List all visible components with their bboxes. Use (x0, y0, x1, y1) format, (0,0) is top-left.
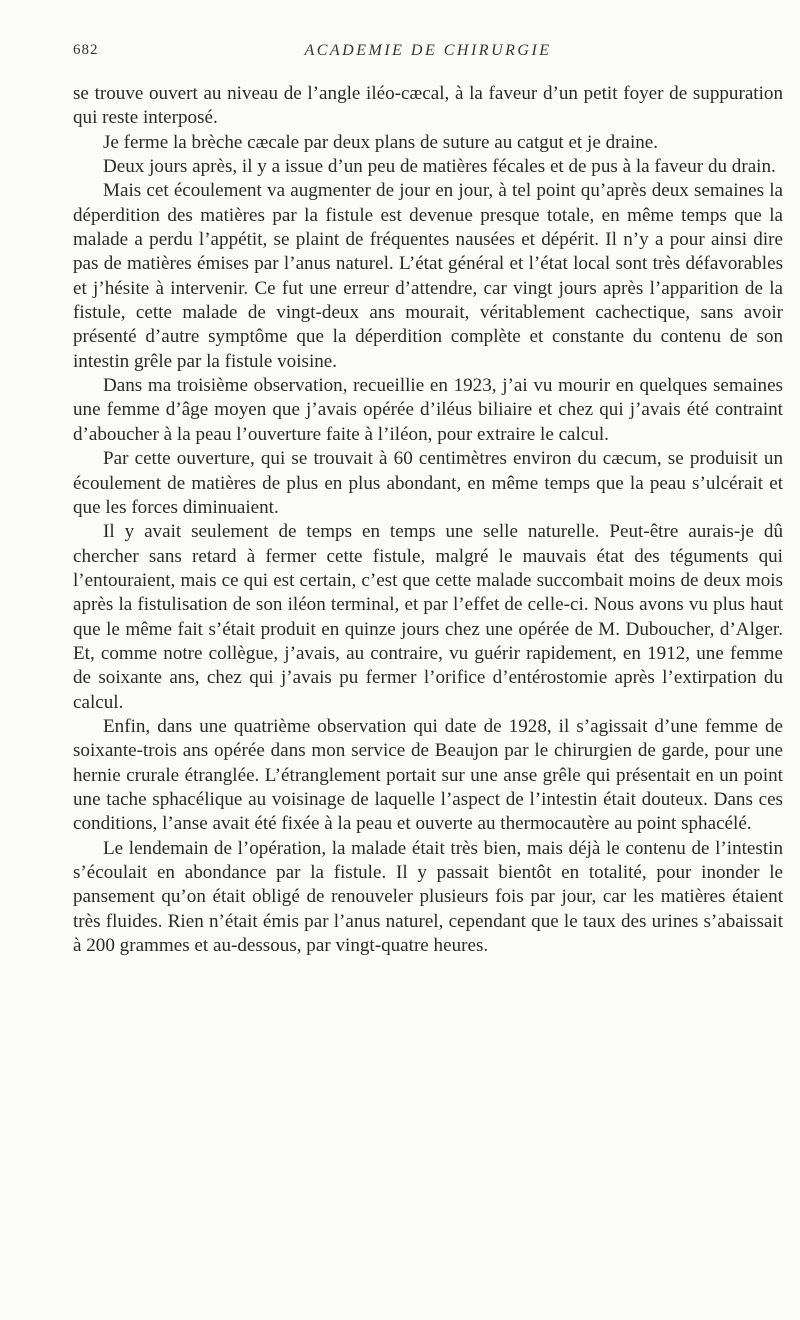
paragraph: Deux jours après, il y a issue d’un peu de matières fécales et de pus à la faveur du drain. (103, 156, 776, 178)
page-header (73, 38, 783, 68)
paragraph: Enfin, dans une quatrième observation qui date de 1928, il s’agissait d’une femme de soixante-trois ans opérée dans mon service de Beaujon par le chirurgien de garde, pour une hernie crurale étranglée. L’étranglement portait sur une anse grêle qui présentait en un point une tache sphacélique au voisinage de laquelle l’aspect de l’intestin était douteux. Dans ces conditions, l’anse avait été fixée à la peau et ouverte au thermocautère au point sphacélé. (73, 715, 783, 835)
paragraph: Par cette ouverture, qui se trouvait à 60 centimètres environ du cæcum, se produisit un écoulement de matières de plus en plus abondant, en même temps que la peau s’ulcérait et que les forces diminuaient. (73, 448, 783, 518)
paragraph: Je ferme la brèche cæcale par deux plans de suture au catgut et je draine. (103, 131, 659, 153)
paragraph: Mais cet écoulement va augmenter de jour en jour, à tel point qu’après deux semaines la déperdition des matières par la fistule est devenue presque totale, en même temps que la malade a perdu l’appétit, se plaint de fréquentes nausées et dépérit. Il n’y a pour ainsi dire pas de matières émises par l’anus naturel. L’état général et l’état local sont très défavorables et j’hésite à intervenir. Ce fut une erreur d’attendre, car vingt jours après l’apparition de la fistule, cette malade de vingt-deux ans mourait, véritablement cachectique, sans avoir présenté d’autre symptôme que la déperdition complète et constante du contenu de son intestin grêle par la fistule voisine. (73, 180, 783, 372)
running-title: ACADEMIE DE CHIRURGIE (304, 42, 552, 59)
paragraph: Le lendemain de l’opération, la malade était très bien, mais déjà le contenu de l’intestin s’écoulait en abondance par la fistule. Il y passait bientôt en totalité, pour inonder le pansement qu’on était obligé de renouveler plusieurs fois par jour, car les matières étaient très fluides. Rien n’était émis par l’anus naturel, cependant que le taux des urines s’abaissait à 200 grammes et au-dessous, par vingt-quatre heures. (73, 837, 783, 957)
paragraph: se trouve ouvert au niveau de l’angle iléo-cæcal, à la faveur d’un petit foyer de suppuration qui reste interposé. (73, 83, 783, 129)
document-page (73, 38, 783, 1298)
paragraph: Dans ma troisième observation, recueillie en 1923, j’ai vu mourir en quelques semaines une femme d’âge moyen que j’avais opérée d’iléus biliaire et chez qui j’avais été contraint d’aboucher à la peau l’ouverture faite à l’iléon, pour extraire le calcul. (73, 375, 783, 445)
body-text (73, 82, 783, 958)
page-number: 682 (73, 42, 99, 58)
paragraph: Il y avait seulement de temps en temps une selle naturelle. Peut-être aurais-je dû chercher sans retard à fermer cette fistule, malgré le mauvais état des téguments qui l’entouraient, mais ce qui est certain, c’est que cette malade succombait moins de deux mois après la fistulisation de son iléon terminal, et par l’effet de celle-ci. Nous avons vu plus haut que le même fait s’était produit en quinze jours chez une opérée de M. Duboucher, d’Alger. Et, comme notre collègue, j’avais, au contraire, vu guérir rapidement, en 1912, une femme de soixante ans, chez qui j’avais pu fermer l’orifice d’entérostomie après l’extirpation du calcul. (73, 521, 783, 713)
